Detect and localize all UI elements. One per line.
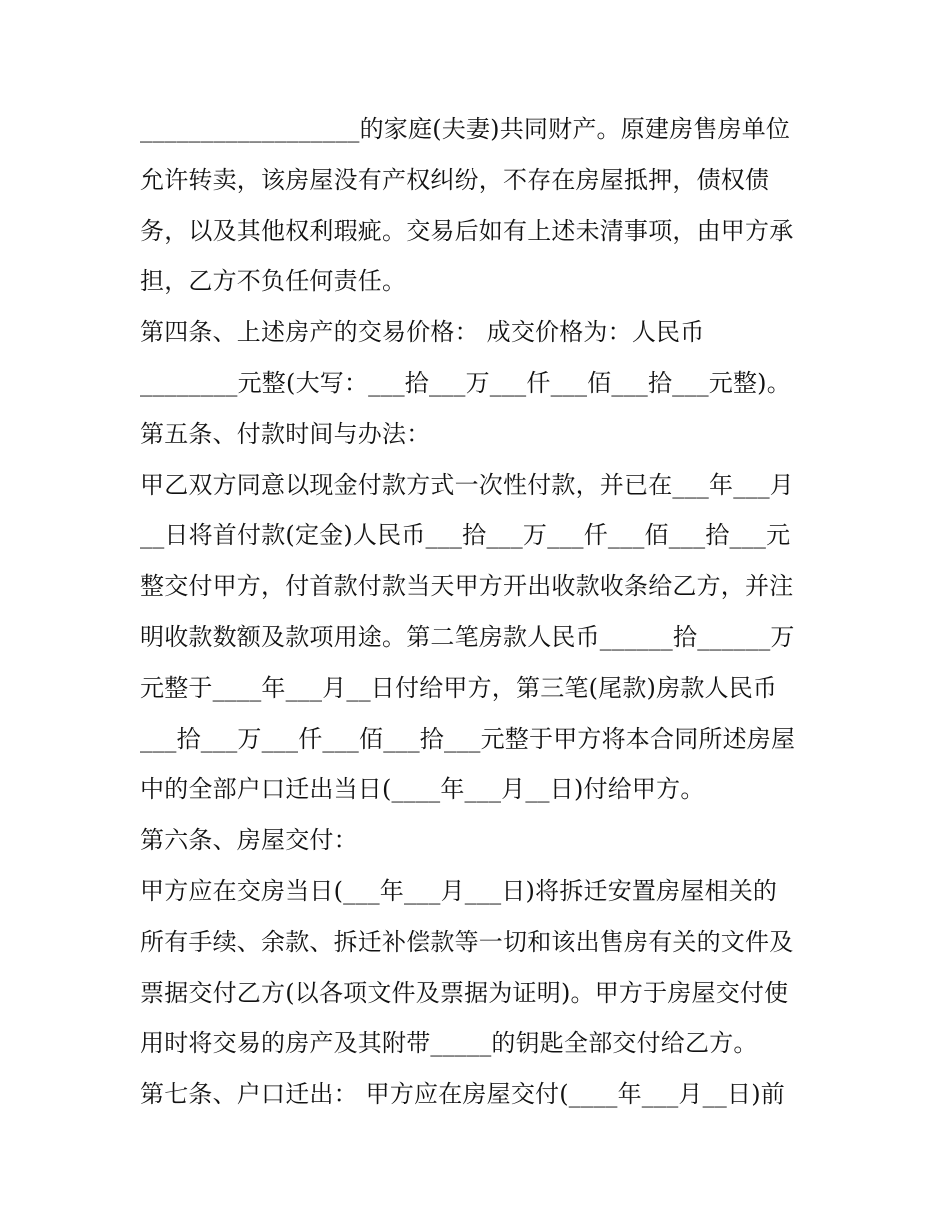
text-line: 允许转卖，该房屋没有产权纠纷，不存在房屋抵押，债权债: [140, 165, 770, 194]
text-line: __________________的家庭(夫妻)共同财产。原建房售房单位: [140, 115, 791, 143]
text-line: 用时将交易的房产及其附带_____的钥匙全部交付给乙方。: [140, 1029, 758, 1058]
text-line: 务，以及其他权利瑕疵。交易后如有上述未清事项，由甲方承: [140, 216, 794, 245]
section-heading-7: 第七条、户口迁出： 甲方应在房屋交付(____年___月__日)前: [140, 1080, 785, 1109]
text-line: 元整于____年___月__日付给甲方，第三笔(尾款)房款人民币: [140, 673, 778, 702]
section-heading-6: 第六条、房屋交付：: [140, 826, 358, 855]
text-line: __日将首付款(定金)人民币___拾___万___仟___佰___拾___元: [140, 521, 791, 550]
text-line: 整交付甲方，付首款付款当天甲方开出收款收条给乙方，并注: [140, 572, 794, 601]
text-line: 票据交付乙方(以各项文件及票据为证明)。甲方于房屋交付使: [140, 978, 789, 1007]
document-body: [140, 104, 830, 1120]
text-line: 中的全部户口迁出当日(____年___月__日)付给甲方。: [140, 775, 705, 804]
text-line: 甲方应在交房当日(___年___月___日)将拆迁安置房屋相关的: [140, 876, 778, 905]
text-line: 所有手续、余款、拆迁补偿款等一切和该出售房有关的文件及: [140, 927, 794, 956]
section-heading-5: 第五条、付款时间与办法：: [140, 419, 431, 448]
text-line: ________元整(大写：___拾___万___仟___佰___拾___元整)。: [140, 368, 791, 397]
text-line: 明收款数额及款项用途。第二笔房款人民币______拾______万: [140, 622, 795, 651]
text-line: 甲乙双方同意以现金付款方式一次性付款，并已在___年___月: [140, 470, 794, 499]
section-heading-4: 第四条、上述房产的交易价格： 成交价格为：人民币: [140, 318, 705, 347]
text-line: ___拾___万___仟___佰___拾___元整于甲方将本合同所述房屋: [140, 724, 796, 753]
text-line: 担，乙方不负任何责任。: [140, 267, 407, 296]
